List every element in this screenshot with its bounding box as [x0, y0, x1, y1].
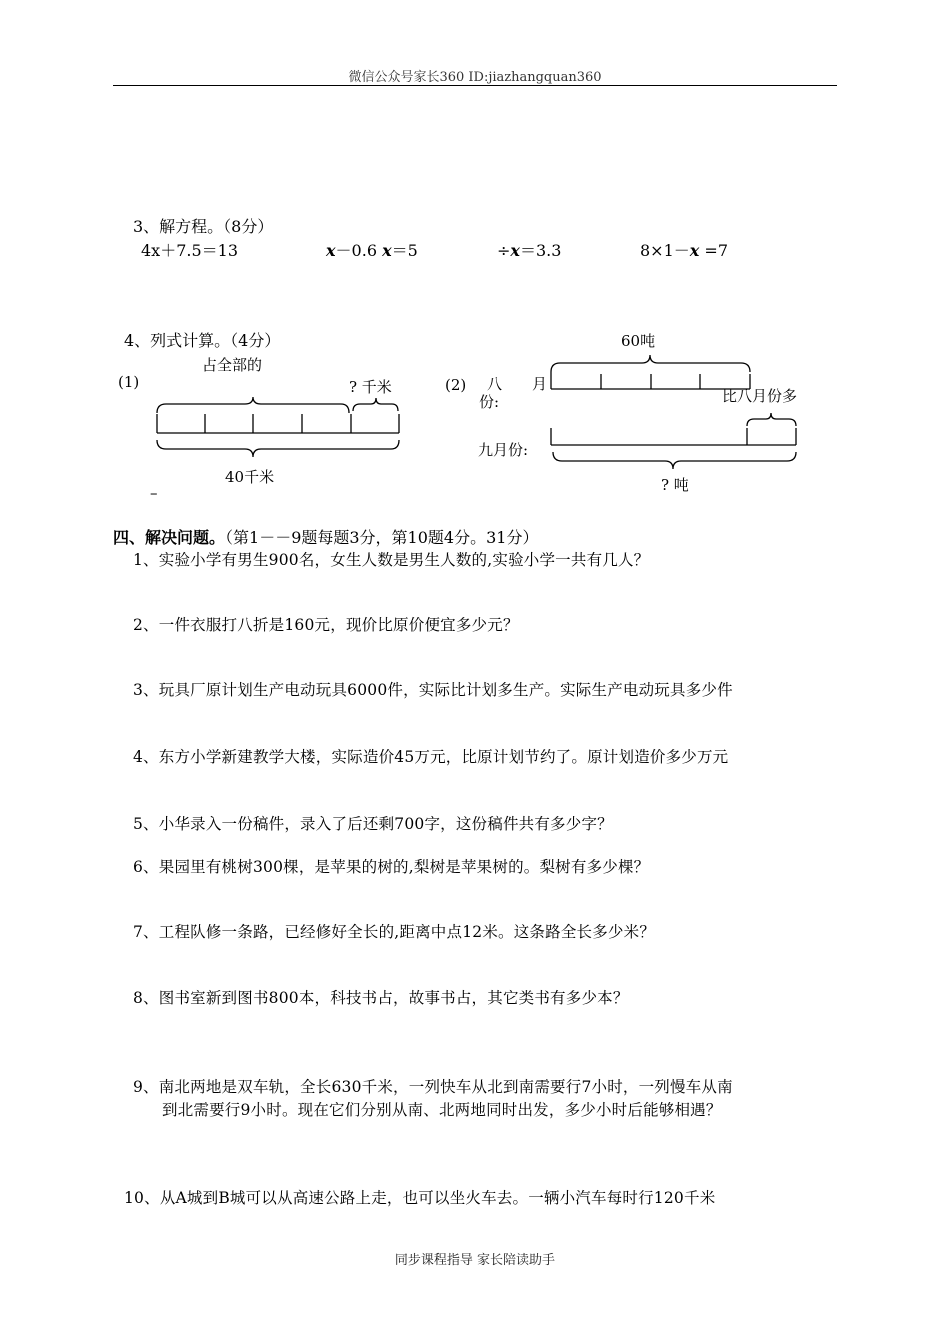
diagram1-segments	[157, 414, 399, 433]
diagram2-bottom-brace	[553, 452, 796, 469]
diagram1-bottom-brace	[157, 440, 399, 457]
equation-3-pre: ÷	[497, 241, 511, 260]
problem-section-note: （第1－－9题每题3分，第10题4分。31分）	[225, 528, 539, 547]
diagram1-unknown-brace	[353, 398, 398, 411]
question-6: 6、果园里有桃树300棵，是苹果的树的,梨树是苹果树的。梨树有多少棵？	[133, 858, 650, 876]
question-3: 3、玩具厂原计划生产电动玩具6000件，实际比计划多生产。实际生产电动玩具多少件	[133, 681, 733, 699]
question-4: 4、东方小学新建教学大楼，实际造价45万元，比原计划节约了。原计划造价多少万元	[133, 748, 729, 766]
diagram2-compare-label: 比八月份多	[722, 387, 798, 405]
question-1: 1、实验小学有男生900名，女生人数是男生人数的,实验小学一共有几人？	[133, 551, 650, 569]
question-2: 2、一件衣服打八折是160元，现价比原价便宜多少元？	[133, 616, 519, 634]
diagram2-extra-brace	[747, 413, 796, 426]
diagram2-september-label: 九月份:	[478, 441, 529, 459]
question-8: 8、图书室新到图书800本，科技书占，故事书占，其它类书有多少本？	[133, 989, 629, 1007]
equation-3-end: ＝3.3	[519, 241, 562, 260]
equation-4-pre: 8×1－	[640, 241, 690, 260]
section3-title: 3、解方程。（8分）	[133, 217, 274, 236]
equation-3-var: x	[510, 241, 520, 260]
question-10: 10、从A城到B城可以从高速公路上走，也可以坐火车去。一辆小汽车每时行120千米	[124, 1189, 716, 1207]
problem-section-header	[113, 525, 538, 548]
diagram1-top-label: 占全部的	[202, 356, 263, 374]
diagram2-top-brace	[551, 355, 750, 372]
diagram2-number: (2)	[445, 376, 467, 394]
page-footer: 同步课程指导 家长陪读助手	[394, 1253, 556, 1268]
question-7: 7、工程队修一条路，已经修好全长的,距离中点12米。这条路全长多少米？	[133, 923, 656, 941]
diagram1-unknown-label: ? 千米	[349, 378, 392, 396]
equation-2-var-b: x	[382, 241, 392, 260]
diagram2-top-label: 60吨	[621, 332, 656, 350]
question-9: 9、南北两地是双车轨，全长630千米，一列快车从北到南需要行7小时，一列慢车从南	[133, 1078, 733, 1096]
equation-2-end: ＝5	[391, 241, 418, 260]
diagram2-september-segments	[551, 428, 796, 445]
equation-4-end: =7	[699, 241, 728, 260]
problem-section-heading: 四、解决问题。	[113, 528, 226, 547]
diagram1-bottom-label: 40千米	[225, 468, 275, 486]
equation-2-var: x	[326, 241, 336, 260]
line-diagrams	[0, 0, 950, 520]
equation-1: 4x＋7.5＝13	[141, 241, 239, 260]
question-5: 5、小华录入一份稿件，录入了后还剩700字，这份稿件共有多少字？	[133, 815, 613, 833]
section4-title: 4、列式计算。（4分）	[124, 331, 281, 350]
diagram2-august-label-b: 份:	[479, 393, 500, 411]
diagram1-dash: –	[150, 484, 158, 502]
page-header: 微信公众号家长360 ID:jiazhangquan360	[348, 70, 602, 85]
diagram2-august-segments	[551, 372, 750, 389]
diagram1-number: (1)	[118, 373, 140, 391]
equation-2-mid: －0.6	[335, 241, 377, 260]
diagram1-top-brace	[157, 397, 349, 413]
diagram2-unknown-label: ? 吨	[661, 476, 689, 494]
equation-4-var: x	[689, 241, 700, 260]
question-9-continued: 到北需要行9小时。现在它们分别从南、北两地同时出发，多少小时后能够相遇？	[162, 1101, 722, 1119]
diagram2-august-label: 八 月	[487, 375, 548, 393]
